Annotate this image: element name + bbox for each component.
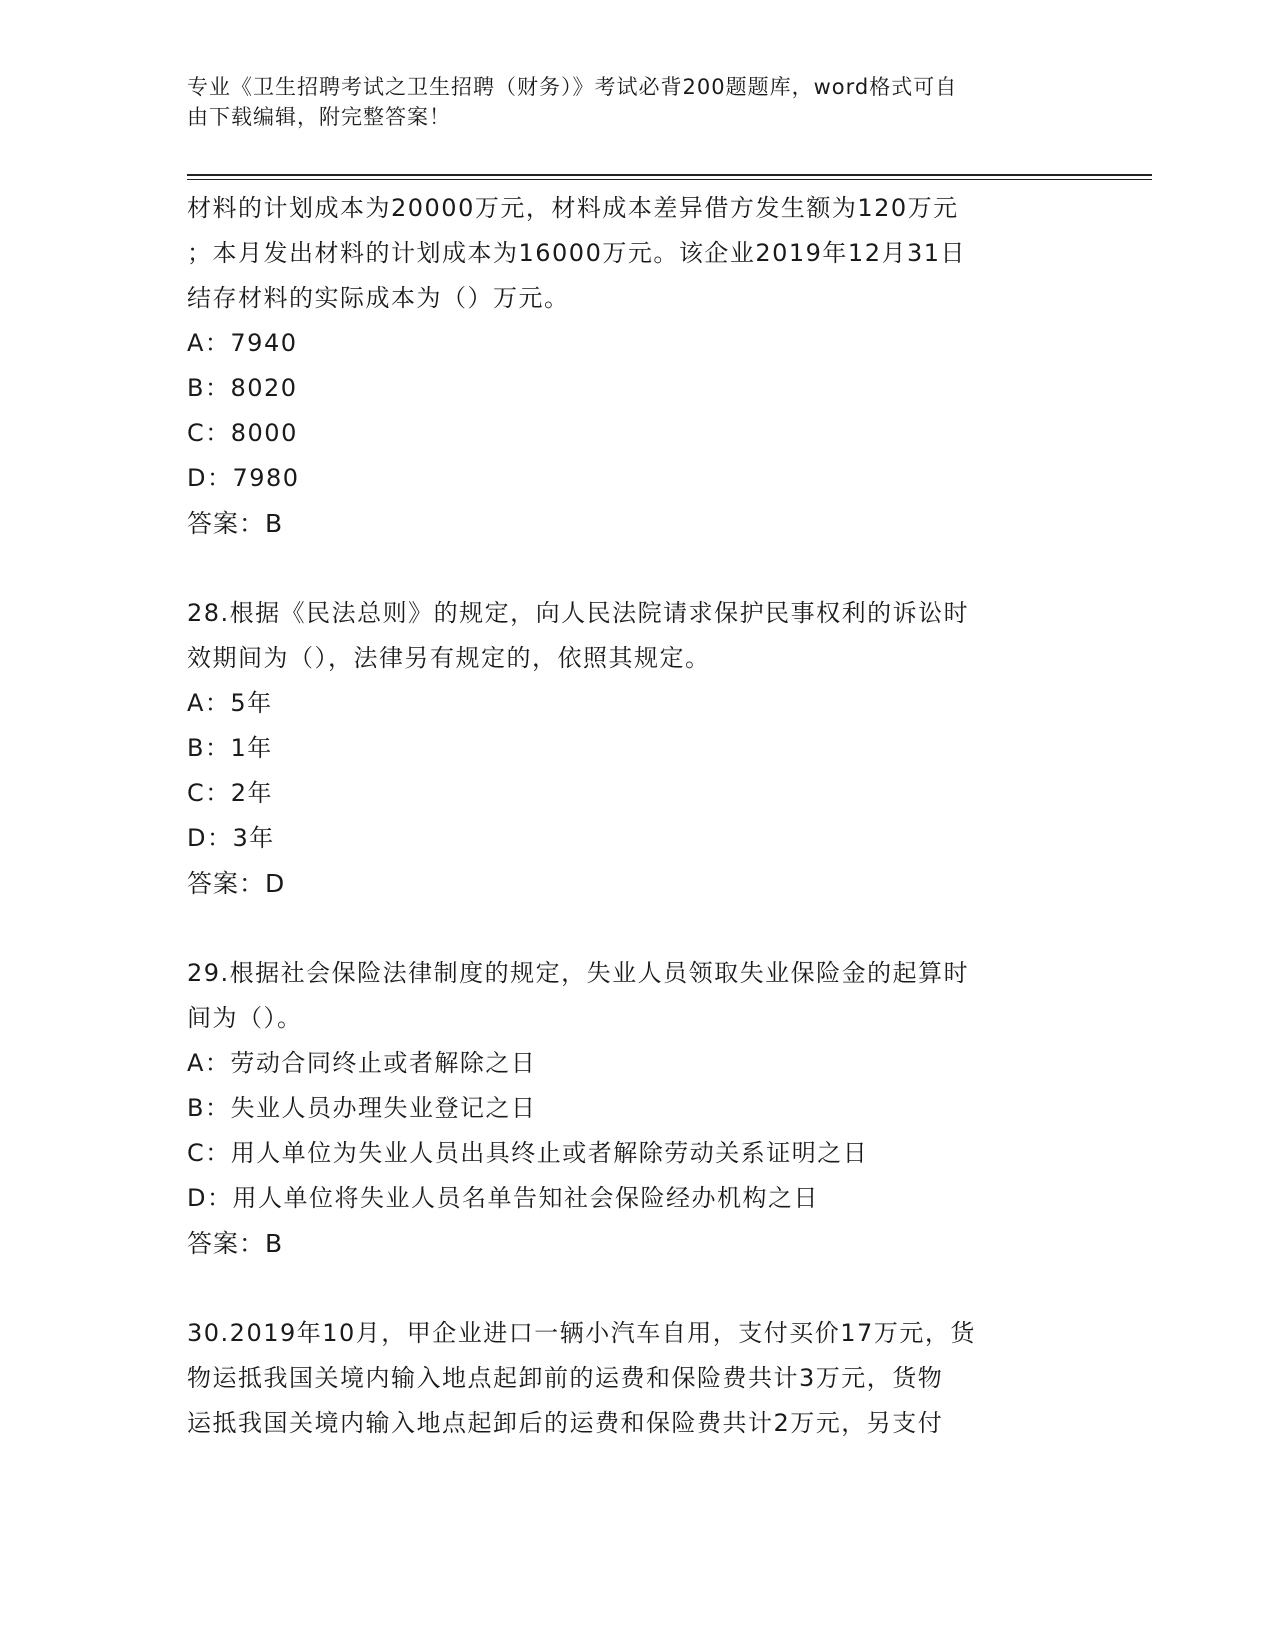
option-a: A：5年 xyxy=(187,689,273,717)
question-stem-line: 结存材料的实际成本为（）万元。 xyxy=(187,284,570,312)
option-c: C：2年 xyxy=(187,779,274,807)
question-stem-line: 间为（）。 xyxy=(187,1004,303,1032)
question-stem-line: 30.2019年10月，甲企业进口一辆小汽车自用，支付买价17万元，货 xyxy=(187,1319,976,1347)
option-c: C：用人单位为失业人员出具终止或者解除劳动关系证明之日 xyxy=(187,1139,869,1167)
spacer xyxy=(187,546,1087,591)
header-line-1: 专业《卫生招聘考试之卫生招聘（财务）》考试必背200题题库，word格式可自 xyxy=(187,75,958,99)
spacer xyxy=(187,1266,1087,1311)
question-stem-line: 运抵我国关境内输入地点起卸后的运费和保险费共计2万元，另支付 xyxy=(187,1409,944,1437)
question-stem-line: 效期间为（），法律另有规定的，依照其规定。 xyxy=(187,644,711,672)
question-29 xyxy=(187,951,1087,1266)
option-a: A：劳动合同终止或者解除之日 xyxy=(187,1049,537,1077)
question-28 xyxy=(187,591,1087,906)
option-c: C：8000 xyxy=(187,419,298,447)
option-b: B：1年 xyxy=(187,734,273,762)
header-divider xyxy=(187,174,1152,180)
option-a: A：7940 xyxy=(187,329,298,357)
option-b: B：8020 xyxy=(187,374,298,402)
question-30 xyxy=(187,1311,1087,1446)
question-stem-line: ；本月发出材料的计划成本为16000万元。该企业2019年12月31日 xyxy=(187,239,967,267)
question-stem-line: 28.根据《民法总则》的规定，向人民法院请求保护民事权利的诉讼时 xyxy=(187,599,970,627)
option-d: D：7980 xyxy=(187,464,300,492)
question-content xyxy=(187,186,1087,1446)
answer-label: 答案：B xyxy=(187,509,284,538)
answer-label: 答案：D xyxy=(187,869,286,898)
answer-label: 答案：B xyxy=(187,1229,284,1258)
option-d: D：用人单位将失业人员名单告知社会保险经办机构之日 xyxy=(187,1184,819,1212)
option-d: D：3年 xyxy=(187,824,275,852)
question-stem-line: 材料的计划成本为20000万元，材料成本差异借方发生额为120万元 xyxy=(187,194,959,222)
question-stem-line: 物运抵我国关境内输入地点起卸前的运费和保险费共计3万元，货物 xyxy=(187,1364,944,1392)
option-b: B：失业人员办理失业登记之日 xyxy=(187,1094,537,1122)
question-stem-line: 29.根据社会保险法律制度的规定，失业人员领取失业保险金的起算时 xyxy=(187,959,970,987)
question-27 xyxy=(187,186,1087,546)
spacer xyxy=(187,906,1087,951)
header-line-2: 由下载编辑，附完整答案！ xyxy=(187,105,451,129)
document-header xyxy=(187,72,1067,132)
